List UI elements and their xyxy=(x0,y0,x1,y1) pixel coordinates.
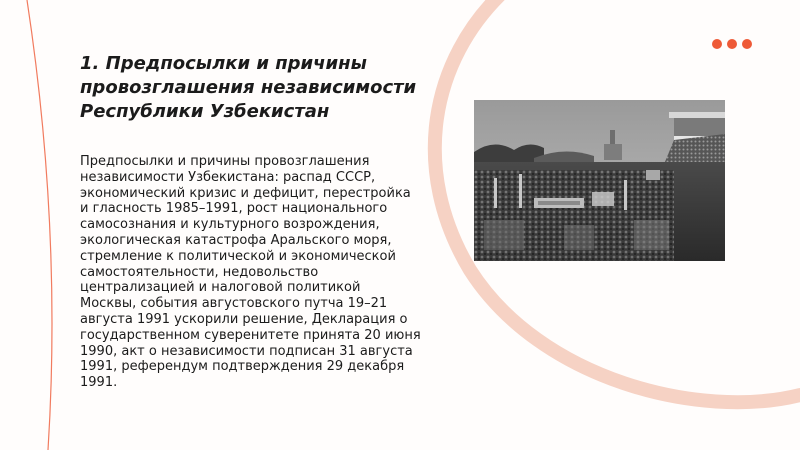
body-line: самосознания и культурного возрождения, xyxy=(80,217,380,233)
historical-photo xyxy=(474,100,725,261)
title-line: 1. Предпосылки и причины xyxy=(80,53,367,74)
body-line: экологическая катастрофа Аральского моря, xyxy=(80,232,392,248)
body-line: самостоятельности, недовольство xyxy=(80,264,319,280)
body-line: стремление к политической и экономической xyxy=(80,248,396,264)
dot xyxy=(712,39,722,49)
title-line: Республики Узбекистан xyxy=(80,101,330,122)
three-dots-icon xyxy=(712,39,752,49)
body-line: и гласность 1985–1991, рост национального xyxy=(80,201,388,217)
body-line: независимости Узбекистана: распад СССР, xyxy=(80,169,376,185)
body-line: 1991, референдум подтверждения 29 декабря xyxy=(80,359,405,375)
dot xyxy=(727,39,737,49)
body-line: Предпосылки и причины провозглашения xyxy=(80,154,370,169)
body-line: 1991. xyxy=(80,375,118,391)
decorative-arc-line xyxy=(27,0,52,450)
title-line: провозглашения независимости xyxy=(80,77,417,98)
body-line: экономический кризис и дефицит, перестройка xyxy=(80,185,411,201)
body-line: 1990, акт о независимости подписан 31 августа xyxy=(80,343,413,359)
slide-title xyxy=(80,52,440,124)
dot xyxy=(742,39,752,49)
body-line: государственном суверенитете принята 20 июня xyxy=(80,327,421,343)
body-text xyxy=(80,154,430,391)
body-line: централизацией и налоговой политикой xyxy=(80,280,361,296)
body-line: августа 1991 ускорили решение, Декларация о xyxy=(80,311,408,327)
body-line: Москвы, события августовского путча 19–21 xyxy=(80,296,388,312)
